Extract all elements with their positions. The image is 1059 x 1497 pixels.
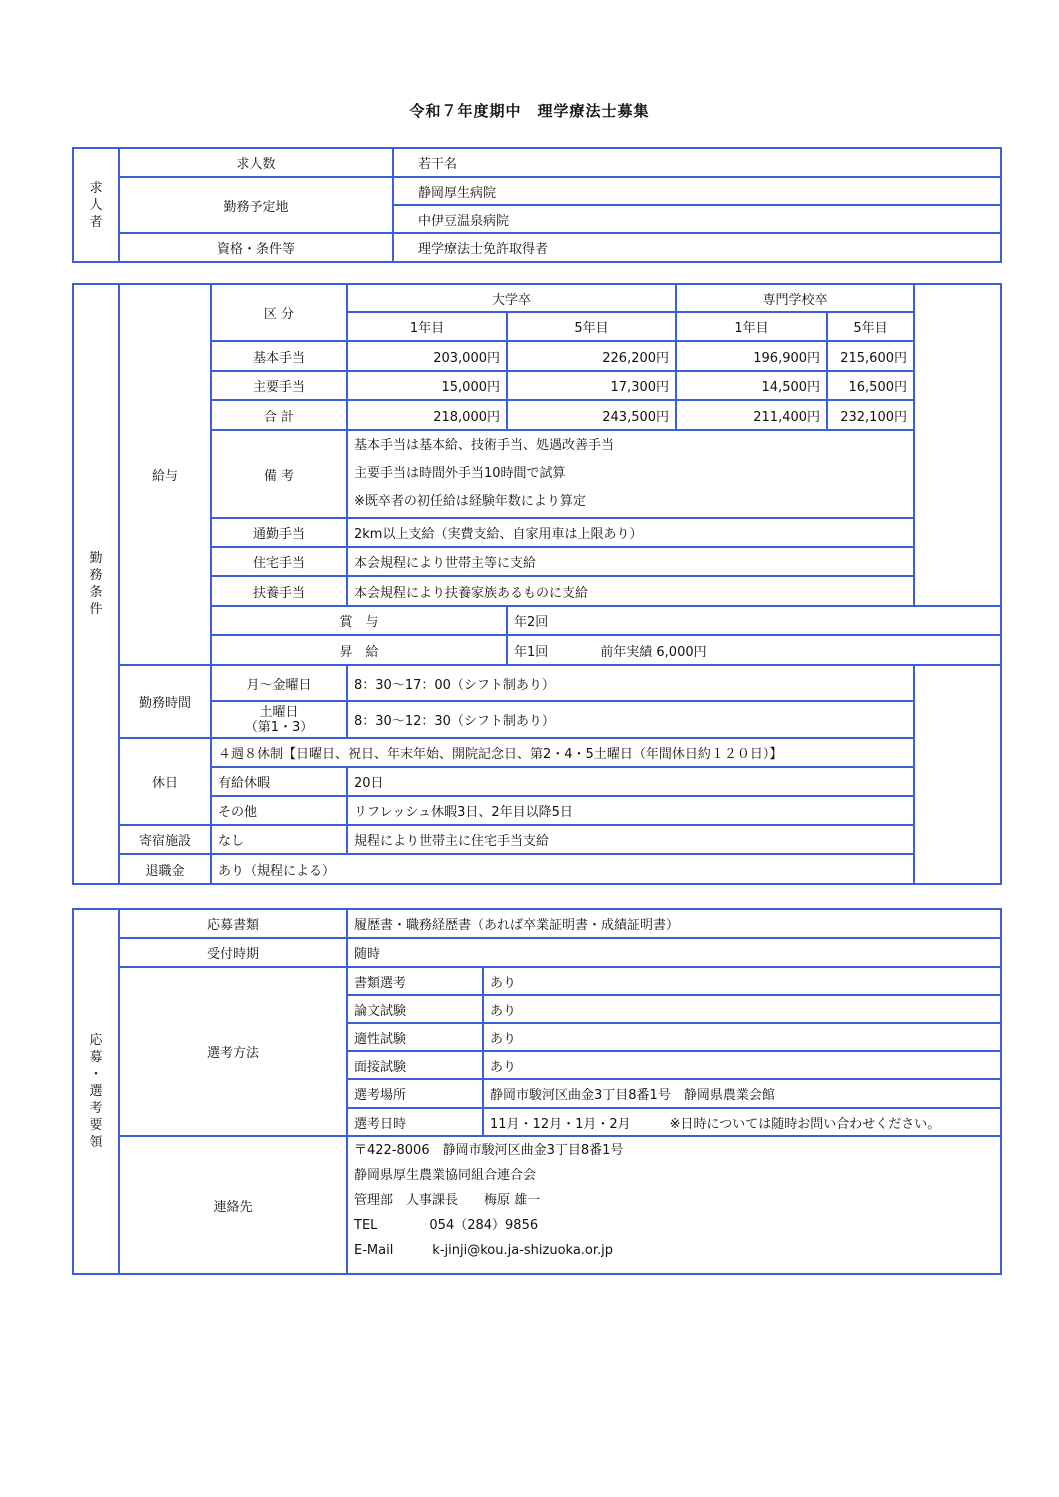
application-section-char: 募 <box>89 1050 103 1065</box>
place-value: 静岡厚生病院 <box>393 177 1001 205</box>
pay-cell: 15,000円 <box>347 371 507 400</box>
pay-cell: 218,000円 <box>347 400 507 430</box>
weekday-value: 8：30～17：00（シフト制あり） <box>347 665 914 701</box>
recruit-section-char: 者 <box>89 214 103 230</box>
other-leave-value: リフレッシュ休暇3日、2年目以降5日 <box>347 796 914 825</box>
family-value: 本会規程により扶養家族あるものに支給 <box>347 576 914 606</box>
retirement-value: あり（規程による） <box>211 854 914 884</box>
pay-cell: 17,300円 <box>507 371 676 400</box>
note-line: ※既卒者の初任給は経験年数により算定 <box>354 494 586 509</box>
method-item-label: 選考日時 <box>347 1108 483 1136</box>
saturday-label <box>211 701 347 738</box>
note-line: 基本手当は基本給、技術手当、処遇改善手当 <box>354 438 615 453</box>
place-label: 勤務予定地 <box>119 177 393 233</box>
conditions-section-char: 勤 <box>89 551 103 566</box>
conditions-section-label <box>73 284 119 884</box>
pay-cell: 215,600円 <box>827 341 914 371</box>
pay-row-label: 主要手当 <box>211 371 347 400</box>
paid-leave-label: 有給休暇 <box>211 767 347 796</box>
recruit-section-label <box>73 148 119 262</box>
year-header: 5年目 <box>507 312 676 341</box>
contact-cell <box>347 1136 1001 1274</box>
method-item-label: 論文試験 <box>347 995 483 1023</box>
family-label: 扶養手当 <box>211 576 347 606</box>
pay-cell: 232,100円 <box>827 400 914 430</box>
contact-line: 管理部 人事課長 梅原 雄一 <box>354 1193 541 1208</box>
method-item-label: 選考場所 <box>347 1079 483 1108</box>
dorm-note: 規程により世帯主に住宅手当支給 <box>347 825 914 854</box>
dorm-value: なし <box>211 825 347 854</box>
notes-label: 備 考 <box>211 430 347 518</box>
note-line: 主要手当は時間外手当10時間で試算 <box>354 466 566 481</box>
saturday-label-line: （第1・3） <box>244 719 314 735</box>
conditions-section-char: 務 <box>89 568 103 583</box>
pay-cell: 196,900円 <box>676 341 827 371</box>
pay-cell: 203,000円 <box>347 341 507 371</box>
pay-cell: 243,500円 <box>507 400 676 430</box>
method-item-value: あり <box>483 1051 1001 1079</box>
holiday-value: ４週８休制【日曜日、祝日、年末年始、開院記念日、第2・4・5土曜日（年間休日約１２０日）】 <box>211 738 914 767</box>
year-header: 1年目 <box>676 312 827 341</box>
housing-value: 本会規程により世帯主等に支給 <box>347 547 914 576</box>
conditions-table <box>72 283 1002 885</box>
contact-line: 静岡県厚生農業協同組合連合会 <box>354 1168 537 1183</box>
period-value: 随時 <box>347 938 1001 967</box>
recruit-section-char: 求 <box>89 180 103 196</box>
retirement-label: 退職金 <box>119 854 211 884</box>
saturday-value: 8：30～12：30（シフト制あり） <box>347 701 914 738</box>
qual-value: 理学療法士免許取得者 <box>393 233 1001 262</box>
method-item-label: 書類選考 <box>347 967 483 995</box>
qual-label: 資格・条件等 <box>119 233 393 262</box>
conditions-section-char: 条 <box>89 585 103 600</box>
bonus-value: 年2回 <box>507 606 1001 635</box>
weekday-label: 月～金曜日 <box>211 665 347 701</box>
count-value: 若干名 <box>393 148 1001 177</box>
univ-label: 大学卒 <box>347 284 676 312</box>
notes-cell <box>347 430 914 518</box>
application-section-char: 領 <box>89 1135 103 1150</box>
application-section-char: ・ <box>89 1067 103 1082</box>
pay-row-label: 合 計 <box>211 400 347 430</box>
pay-cell: 14,500円 <box>676 371 827 400</box>
method-item-value: 静岡市駿河区曲金3丁目8番1号 静岡県農業会館 <box>483 1079 1001 1108</box>
year-header: 1年目 <box>347 312 507 341</box>
pay-cell: 226,200円 <box>507 341 676 371</box>
application-table <box>72 908 1002 1275</box>
docs-value: 履歴書・職務経歴書（あれば卒業証明書・成績証明書） <box>347 909 1001 938</box>
contact-email[interactable]: E-Mail k-jinji@kou.ja-shizuoka.or.jp <box>354 1243 614 1258</box>
application-section-char: 選 <box>89 1084 103 1099</box>
commute-label: 通勤手当 <box>211 518 347 547</box>
saturday-label-line: 土曜日 <box>259 704 299 720</box>
recruit-section-char: 人 <box>89 197 103 213</box>
raise-value: 年1回 前年実績 6,000円 <box>507 635 1001 665</box>
contact-line: 〒422-8006 静岡市駿河区曲金3丁目8番1号 <box>354 1143 624 1158</box>
commute-value: 2km以上支給（実費支給、自家用車は上限あり） <box>347 518 914 547</box>
pay-row-label: 基本手当 <box>211 341 347 371</box>
hours-label: 勤務時間 <box>119 665 211 738</box>
application-section-char: 考 <box>89 1101 103 1116</box>
paid-leave-value: 20日 <box>347 767 914 796</box>
application-section-label <box>73 909 119 1274</box>
holiday-label: 休日 <box>119 738 211 825</box>
kubun-label: 区 分 <box>211 284 347 341</box>
application-section-char: 応 <box>89 1033 103 1048</box>
other-leave-label: その他 <box>211 796 347 825</box>
vocational-label: 専門学校卒 <box>676 284 914 312</box>
salary-label: 給与 <box>119 284 211 665</box>
dorm-label: 寄宿施設 <box>119 825 211 854</box>
method-label: 選考方法 <box>119 967 347 1136</box>
contact-phone: TEL 054（284）9856 <box>354 1218 539 1233</box>
pay-cell: 16,500円 <box>827 371 914 400</box>
bonus-label: 賞 与 <box>211 606 507 635</box>
method-item-value: あり <box>483 1023 1001 1051</box>
docs-label: 応募書類 <box>119 909 347 938</box>
place-value: 中伊豆温泉病院 <box>393 205 1001 233</box>
year-header: 5年目 <box>827 312 914 341</box>
period-label: 受付時期 <box>119 938 347 967</box>
method-item-value: 11月・12月・1月・2月 ※日時については随時お問い合わせください。 <box>483 1108 1001 1136</box>
count-label: 求人数 <box>119 148 393 177</box>
raise-label: 昇 給 <box>211 635 507 665</box>
pay-cell: 211,400円 <box>676 400 827 430</box>
housing-label: 住宅手当 <box>211 547 347 576</box>
method-item-value: あり <box>483 967 1001 995</box>
conditions-section-char: 件 <box>89 602 103 617</box>
page-title: 令和７年度期中 理学療法士募集 <box>409 102 650 120</box>
method-item-label: 適性試験 <box>347 1023 483 1051</box>
application-section-char: 要 <box>89 1118 103 1133</box>
recruit-table <box>72 147 1002 263</box>
contact-label: 連絡先 <box>119 1136 347 1274</box>
method-item-label: 面接試験 <box>347 1051 483 1079</box>
method-item-value: あり <box>483 995 1001 1023</box>
